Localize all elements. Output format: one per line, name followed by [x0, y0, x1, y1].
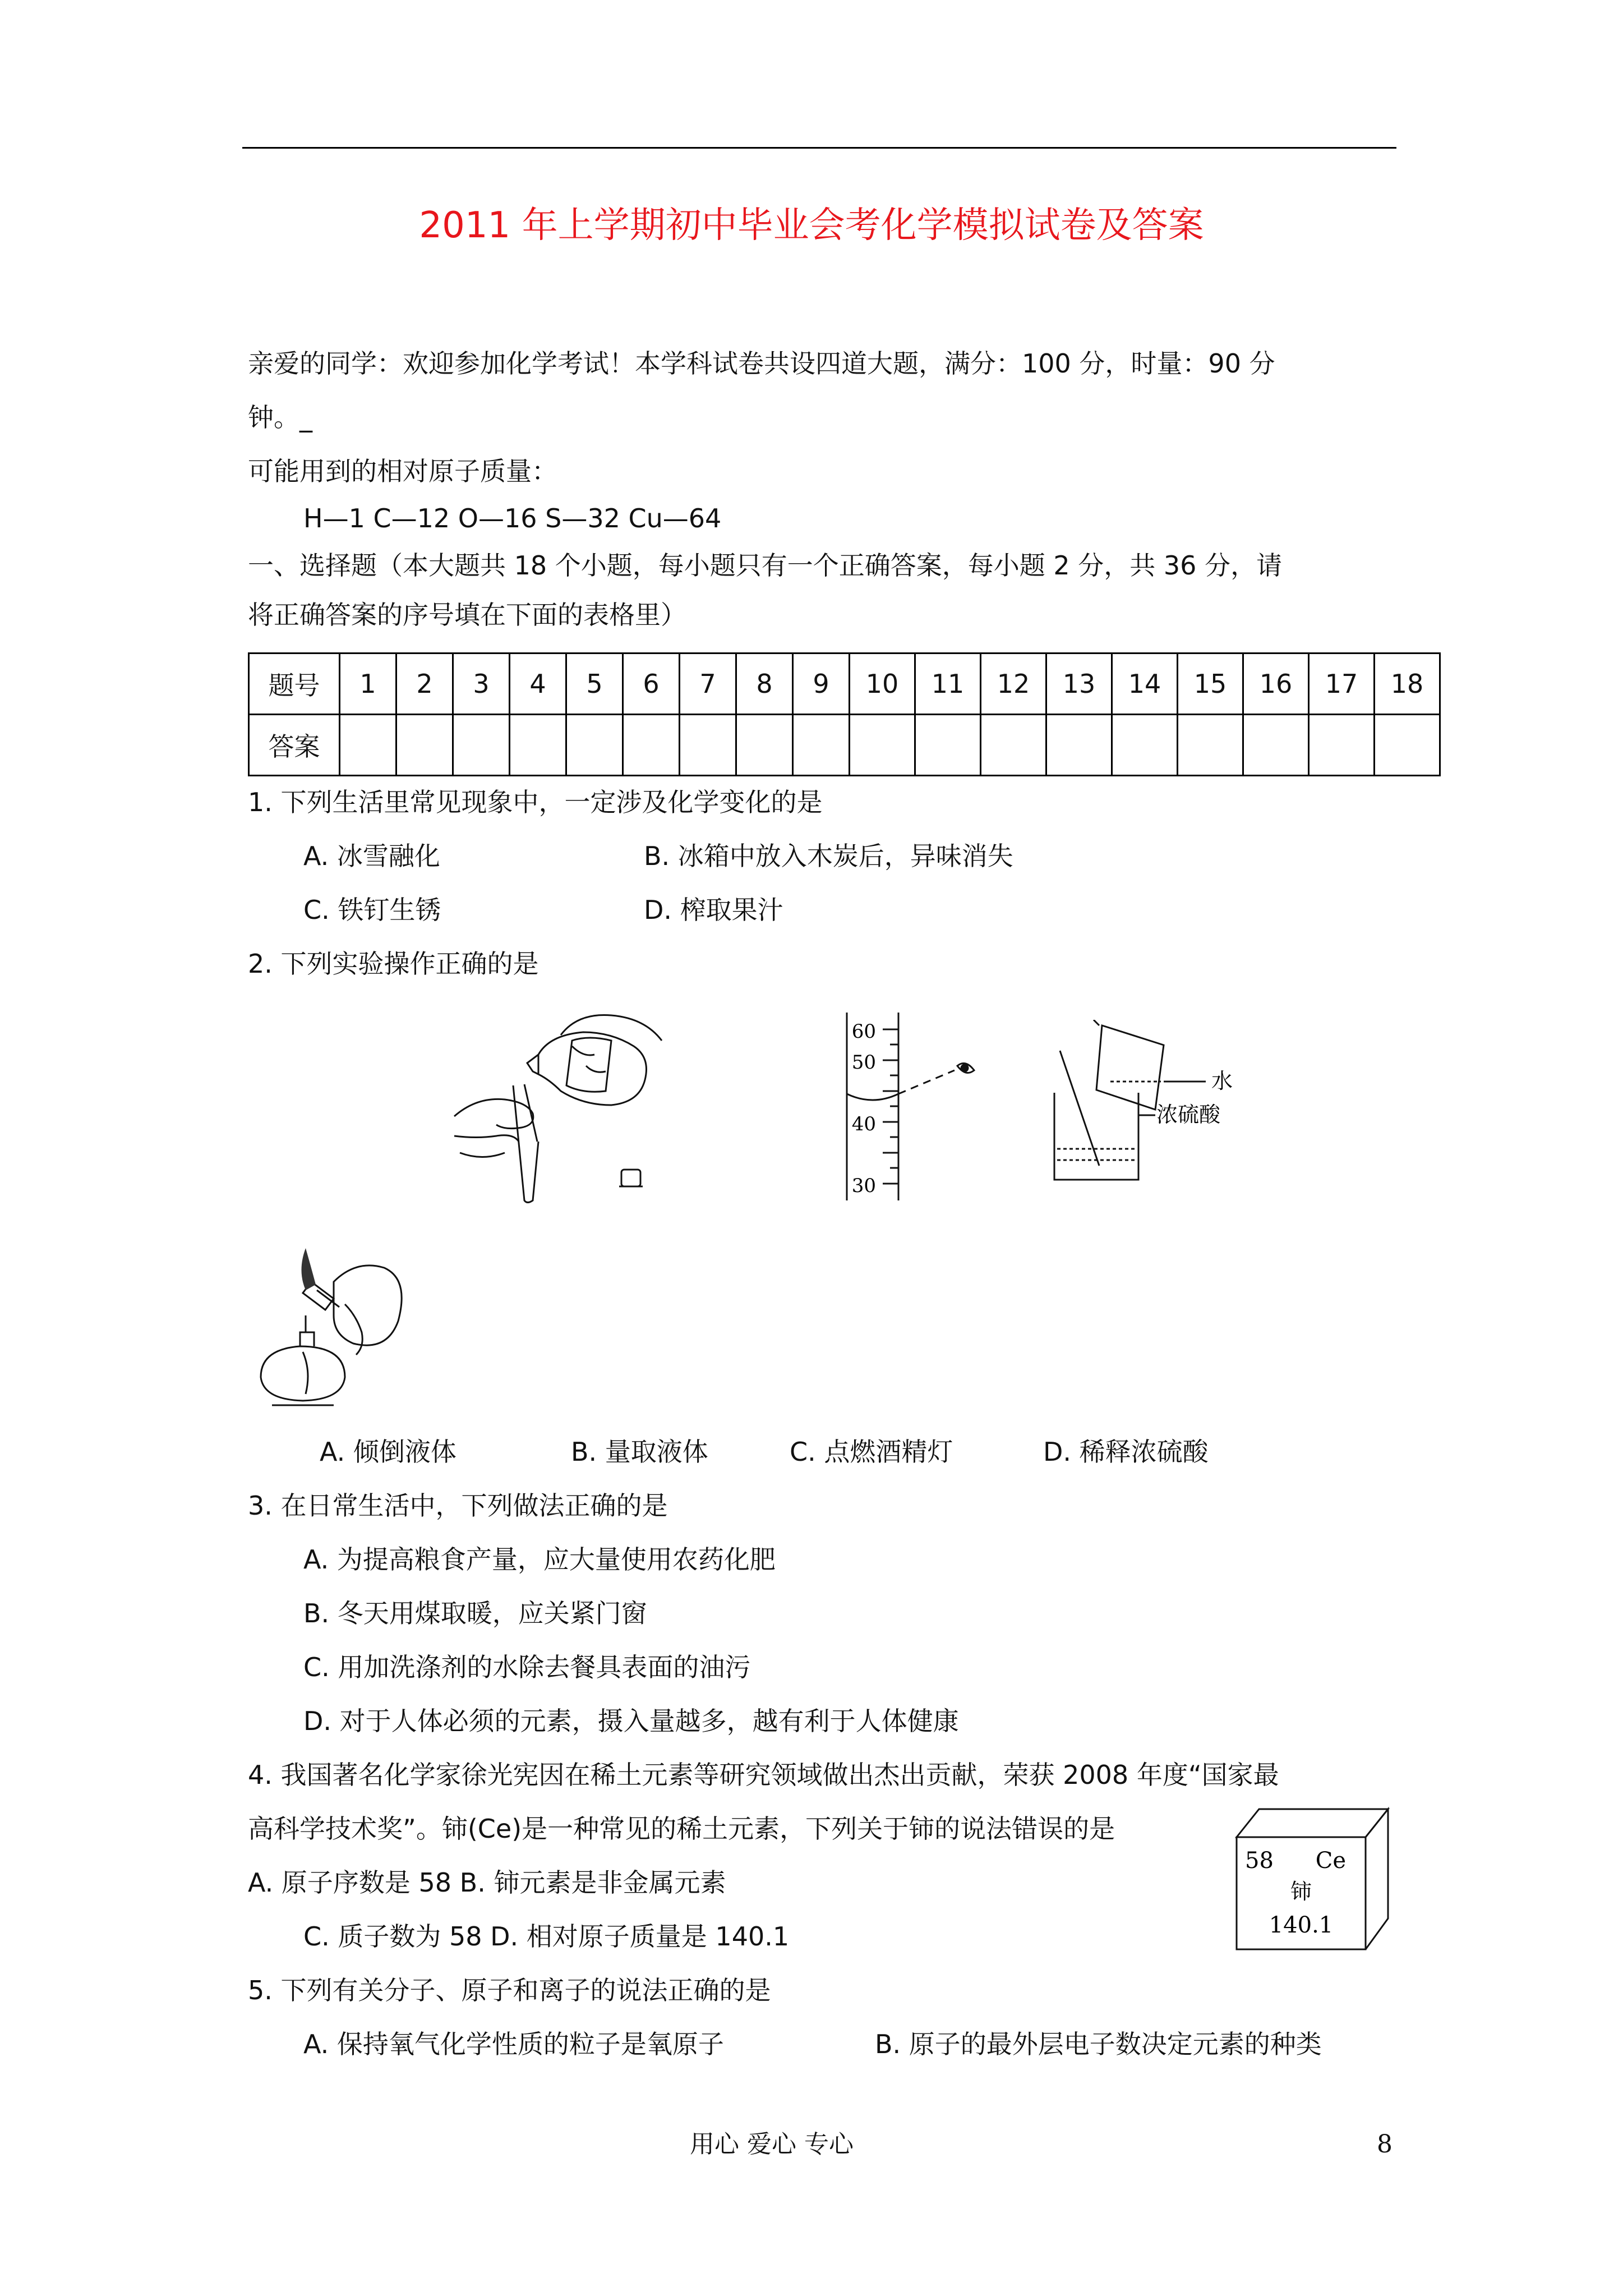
- section1-line-1: 一、选择题（本大题共 18 个小题，每小题只有一个正确答案，每小题 2 分，共 36 分，请: [248, 550, 1283, 581]
- answer-cell[interactable]: [850, 715, 915, 776]
- answer-cell[interactable]: [566, 715, 623, 776]
- footer-motto: 用心 爱心 专心: [690, 2130, 854, 2159]
- pouring-liquid-illustration: [443, 1001, 667, 1203]
- q2-option-d: D. 稀释浓硫酸: [1043, 1437, 1209, 1467]
- q2-option-b: B. 量取液体: [571, 1437, 708, 1467]
- cerium-element-cube: [1234, 1806, 1391, 1952]
- answer-cell[interactable]: [1112, 715, 1178, 776]
- answer-cell[interactable]: [623, 715, 680, 776]
- answer-cell[interactable]: [915, 715, 981, 776]
- answer-table-answer-row: [249, 715, 1440, 776]
- cylinder-tick-label: 40: [851, 1113, 876, 1135]
- element-atomic-number: 58: [1245, 1848, 1274, 1874]
- answer-table: [248, 652, 1441, 776]
- q1-stem: 1. 下列生活里常见现象中，一定涉及化学变化的是: [248, 787, 823, 817]
- answer-table-number-row: [249, 654, 1440, 715]
- table-cell-number: 12: [981, 654, 1046, 715]
- table-cell-number: 1: [340, 654, 396, 715]
- cylinder-tick-label: 50: [851, 1051, 876, 1074]
- element-name: 铈: [1290, 1879, 1312, 1904]
- table-cell-number: 6: [623, 654, 680, 715]
- table-cell-number: 10: [850, 654, 915, 715]
- table-cell-number: 3: [453, 654, 510, 715]
- q1-option-c: C. 铁钉生锈: [303, 895, 441, 925]
- q2-option-c: C. 点燃酒精灯: [790, 1437, 953, 1467]
- cylinder-tick-label: 30: [851, 1175, 876, 1197]
- q3-stem: 3. 在日常生活中，下列做法正确的是: [248, 1490, 668, 1521]
- answer-cell[interactable]: [1243, 715, 1309, 776]
- flame-icon: [302, 1248, 316, 1290]
- cylinder-tick-label: 60: [851, 1020, 876, 1043]
- water-label: 水: [1211, 1069, 1233, 1093]
- q3-option-c: C. 用加洗涤剂的水除去餐具表面的油污: [303, 1652, 751, 1682]
- q4-options-cd: C. 质子数为 58 D. 相对原子质量是 140.1: [303, 1921, 790, 1952]
- answer-cell[interactable]: [396, 715, 453, 776]
- table-cell-number: 17: [1309, 654, 1375, 715]
- q2-option-a: A. 倾倒液体: [320, 1437, 457, 1467]
- table-cell-number: 16: [1243, 654, 1309, 715]
- alcohol-lamp-illustration: [250, 1237, 418, 1416]
- page-title: 2011 年上学期初中毕业会考化学模拟试卷及答案: [419, 205, 1204, 246]
- answer-cell[interactable]: [680, 715, 736, 776]
- table-header-answer: 答案: [249, 715, 340, 776]
- q1-option-a: A. 冰雪融化: [303, 841, 440, 871]
- dilution-illustration: [1026, 1020, 1262, 1188]
- q4-line-2: 高科学技术奖”。铈(Ce)是一种常见的稀土元素，下列关于铈的说法错误的是: [248, 1814, 1115, 1844]
- table-cell-number: 7: [680, 654, 736, 715]
- answer-cell[interactable]: [1309, 715, 1375, 776]
- answer-cell[interactable]: [981, 715, 1046, 776]
- table-cell-number: 9: [793, 654, 850, 715]
- table-cell-number: 15: [1178, 654, 1243, 715]
- q1-option-b: B. 冰箱中放入木炭后，异味消失: [644, 841, 1013, 871]
- element-symbol: Ce: [1315, 1848, 1346, 1874]
- q3-option-b: B. 冬天用煤取暖，应关紧门窗: [303, 1598, 647, 1628]
- answer-cell[interactable]: [1375, 715, 1440, 776]
- page-number: 8: [1377, 2130, 1393, 2159]
- intro-line-1: 亲爱的同学：欢迎参加化学考试！本学科试卷共设四道大题，满分：100 分，时量：90 分: [248, 348, 1275, 379]
- table-cell-number: 11: [915, 654, 981, 715]
- answer-cell[interactable]: [453, 715, 510, 776]
- q2-stem: 2. 下列实验操作正确的是: [248, 949, 539, 979]
- intro-line-2: 钟。_: [248, 402, 312, 432]
- table-cell-number: 18: [1375, 654, 1440, 715]
- table-header-number: 题号: [249, 654, 340, 715]
- answer-cell[interactable]: [340, 715, 396, 776]
- atomic-mass-values: H—1 C—12 O—16 S—32 Cu—64: [303, 503, 722, 533]
- q3-option-d: D. 对于人体必须的元素，摄入量越多，越有利于人体健康: [303, 1706, 959, 1736]
- q1-option-d: D. 榨取果汁: [644, 895, 783, 925]
- q3-option-a: A. 为提高粮食产量，应大量使用农药化肥: [303, 1544, 776, 1575]
- table-cell-number: 4: [510, 654, 566, 715]
- graduated-cylinder-illustration: [814, 1010, 994, 1200]
- table-cell-number: 14: [1112, 654, 1178, 715]
- q5-option-b: B. 原子的最外层电子数决定元素的种类: [875, 2029, 1322, 2059]
- answer-cell[interactable]: [510, 715, 566, 776]
- q4-options-ab: A. 原子序数是 58 B. 铈元素是非金属元素: [248, 1867, 726, 1898]
- table-cell-number: 5: [566, 654, 623, 715]
- element-atomic-mass: 140.1: [1269, 1912, 1334, 1938]
- q4-line-1: 4. 我国著名化学家徐光宪因在稀土元素等研究领域做出杰出贡献，荣获 2008 年度“国家最: [248, 1760, 1279, 1790]
- table-cell-number: 8: [736, 654, 793, 715]
- header-rule: [242, 147, 1396, 149]
- answer-cell[interactable]: [736, 715, 793, 776]
- section1-line-2: 将正确答案的序号填在下面的表格里）: [248, 600, 686, 630]
- atomic-mass-label: 可能用到的相对原子质量：: [248, 456, 557, 486]
- table-cell-number: 13: [1046, 654, 1112, 715]
- concentrated-acid-label: 浓硫酸: [1156, 1102, 1221, 1127]
- answer-cell[interactable]: [793, 715, 850, 776]
- answer-cell[interactable]: [1046, 715, 1112, 776]
- q5-stem: 5. 下列有关分子、原子和离子的说法正确的是: [248, 1975, 771, 2005]
- answer-cell[interactable]: [1178, 715, 1243, 776]
- q5-option-a: A. 保持氧气化学性质的粒子是氧原子: [303, 2029, 724, 2059]
- table-cell-number: 2: [396, 654, 453, 715]
